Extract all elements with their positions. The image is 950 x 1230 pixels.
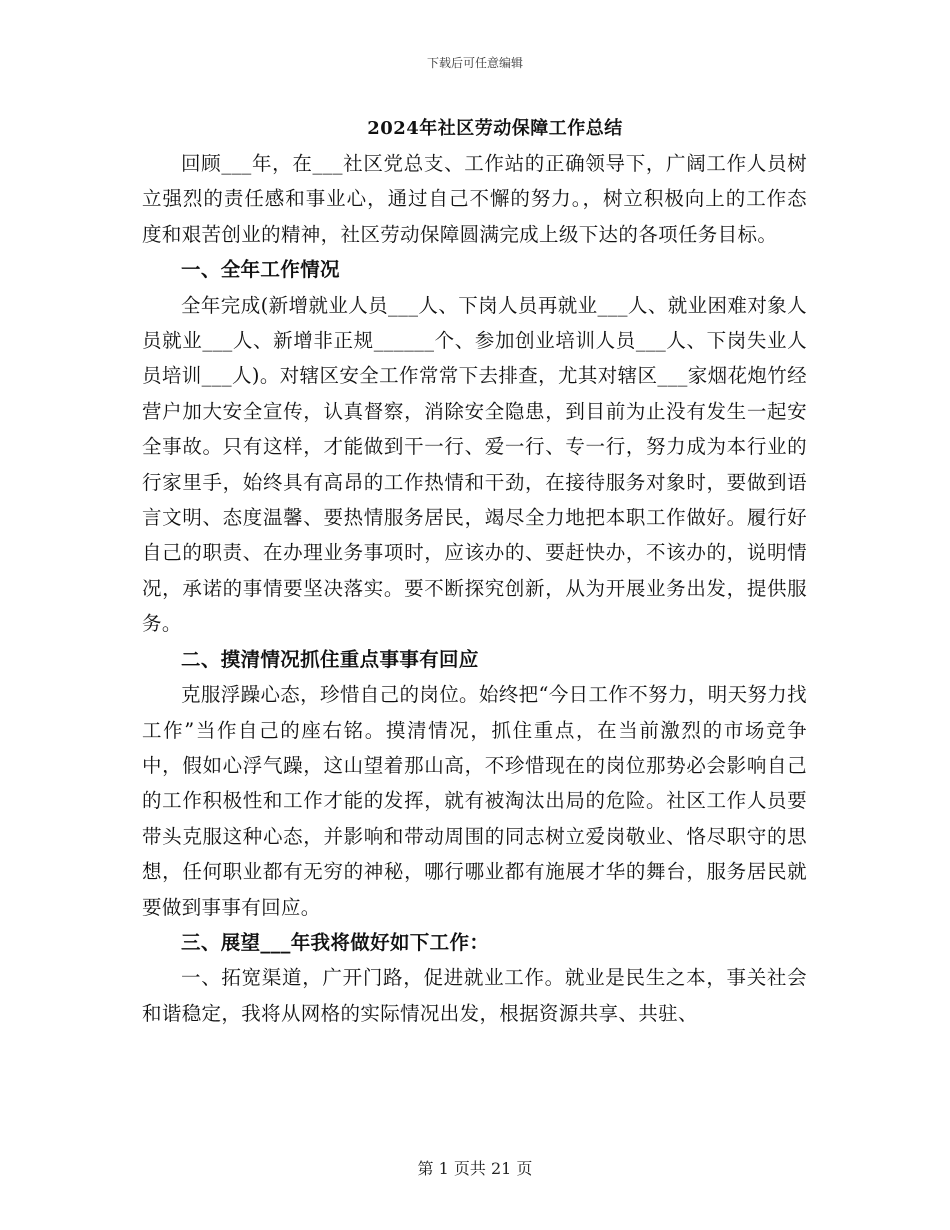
section-heading-1: 一、全年工作情况 xyxy=(181,258,340,282)
header-note: 下载后可任意编辑 xyxy=(426,56,523,70)
page-number-footer: 第 1 页共 21 页 xyxy=(417,1159,533,1178)
section-heading-3: 三、展望___年我将做好如下工作： xyxy=(181,930,490,954)
section-heading-2: 二、摸清情况抓住重点事事有回应 xyxy=(181,647,479,671)
document-body xyxy=(142,146,807,1031)
document-title: 2024年社区劳动保障工作总结 xyxy=(367,118,623,139)
paragraph-annual-work: 全年完成(新增就业人员___人、下岗人员再就业___人、就业困难对象人员就业___人、新增非正规______个、参加创业培训人员___人、下岗失业人员培训___人)。对辖区安全工作常常下去排查，尤其对辖区___家烟花炮竹经营户加大安全宣传，认真督察，消除安全隐患，到目前为止没有发生一起安全事故。只有这样，才能做到干一行、爱一行、专一行，努力成为本行业的行家里手，始终具有高昂的工作热情和干劲，在接待服务对象时，要做到语言文明、态度温馨、要热情服务居民，竭尽全力地把本职工作做好。履行好自己的职责、在办理业务事项时，应该办的、要赶快办，不该办的，说明情况，承诺的事情要坚决落实。要不断探究创新，从为开展业务出发，提供服务。 xyxy=(142,293,807,636)
paragraph-focus: 克服浮躁心态，珍惜自己的岗位。始终把“今日工作不努力，明天努力找工作”当作自己的座右铭。摸清情况，抓住重点，在当前激烈的市场竞争中，假如心浮气躁，这山望着那山高，不珍惜现在的岗位那势必会影响自己的工作积极性和工作才能的发挥，就有被淘汰出局的危险。社区工作人员要带头克服这种心态，并影响和带动周围的同志树立爱岗敬业、恪尽职守的思想，任何职业都有无穷的神秘，哪行哪业都有施展才华的舞台，服务居民就要做到事事有回应。 xyxy=(142,683,807,919)
paragraph-intro: 回顾___年，在___社区党总支、工作站的正确领导下，广阔工作人员树立强烈的责任感和事业心，通过自己不懈的努力。，树立积极向上的工作态度和艰苦创业的精神，社区劳动保障圆满完成上级下达的各项任务目标。 xyxy=(142,152,807,246)
paragraph-outlook: 一、拓宽渠道，广开门路，促进就业工作。就业是民生之本，事关社会和谐稳定，我将从网格的实际情况出发，根据资源共享、共驻、 xyxy=(142,966,807,1025)
